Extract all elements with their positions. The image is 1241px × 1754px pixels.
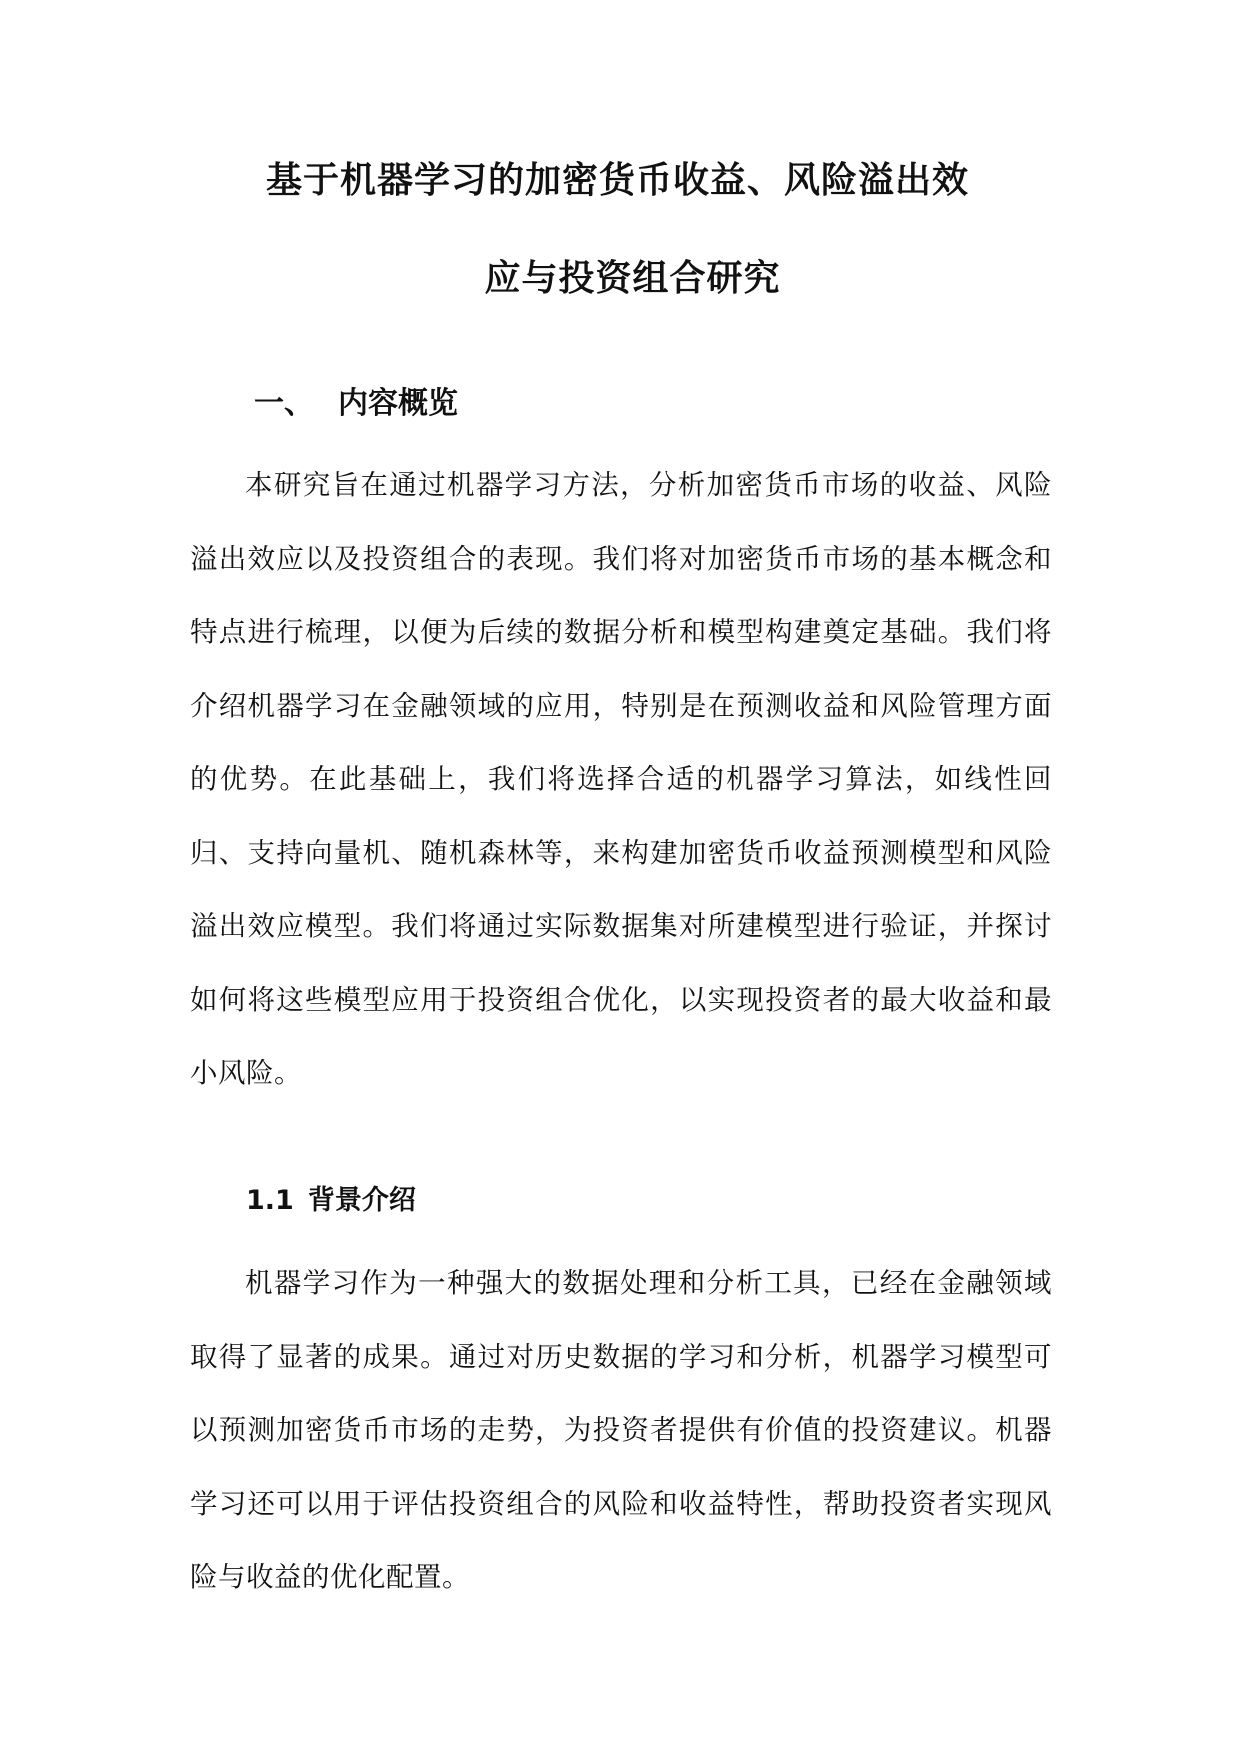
subsection-paragraph: 机器学习作为一种强大的数据处理和分析工具，已经在金融领域取得了显著的成果。通过对历史数据的学习和分析，机器学习模型可以预测加密货币市场的走势，为投资者提供有价值的投资建议。机器学习还可以用于评估投资组合的风险和收益特性，帮助投资者实现风险与收益的优化配置。 <box>190 1267 1052 1593</box>
section-number: 一、 <box>254 386 314 421</box>
document-title-line-2: 应与投资组合研究 <box>484 258 781 299</box>
document-title-line-1: 基于机器学习的加密货币收益、风险溢出效 <box>265 160 969 201</box>
subsection-heading <box>246 1178 416 1217</box>
section-title: 内容概览 <box>338 386 458 421</box>
section-heading <box>254 378 458 422</box>
subsection-number: 1.1 <box>246 1185 294 1216</box>
section-paragraph: 本研究旨在通过机器学习方法，分析加密货币市场的收益、风险溢出效应以及投资组合的表现。我们将对加密货币市场的基本概念和特点进行梳理，以便为后续的数据分析和模型构建奠定基础。我们将介绍机器学习在金融领域的应用，特别是在预测收益和风险管理方面的优势。在此基础上，我们将选择合适的机器学习算法，如线性回归、支持向量机、随机森林等，来构建加密货币收益预测模型和风险溢出效应模型。我们将通过实际数据集对所建模型进行验证，并探讨如何将这些模型应用于投资组合优化，以实现投资者的最大收益和最小风险。 <box>190 469 1052 1089</box>
subsection-title: 背景介绍 <box>307 1185 416 1216</box>
